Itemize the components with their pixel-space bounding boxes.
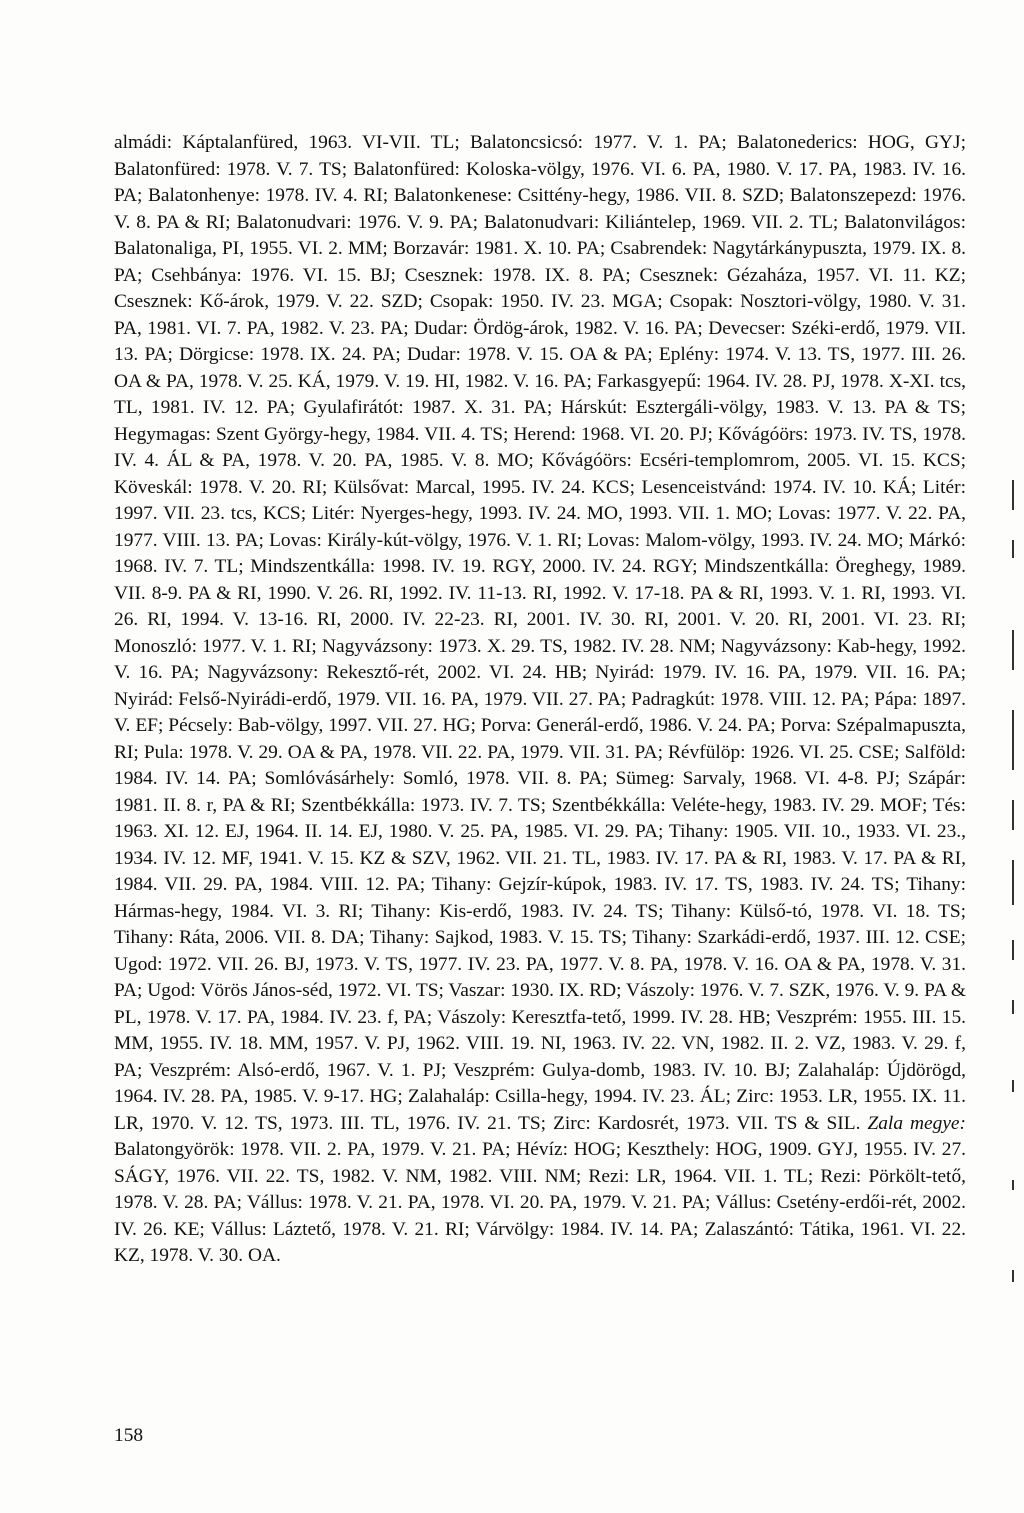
paragraph-text-part1: almádi: Káptalanfüred, 1963. VI-VII. TL; Balatoncsicsó: 1977. V. 1. PA; Balatonederics: HOG, GYJ; Balatonfüred: 1978. V. 7. TS; Balatonfüred: Koloska-völgy, 1976. VI. 6. PA, 1980. V. 17. PA, 1983. IV. 16. PA; Balatonhenye: 1978. IV. 4. RI; Balatonkenese: Csittény-hegy, 1986. VII. 8. SZD; Balatonszepezd: 1976. V. 8. PA & RI; Balatonudvari: 1976. V. 9. PA; Balatonudvari: Kiliántelep, 1969. VII. 2. TL; Balatonvilágos: Balatonaliga, PI, 1955. VI. 2. MM; Borzavár: 1981. X. 10. PA; Csabrendek: Nagytárkánypuszta, 1979. IX. 8. PA; Csehbánya: 1976. VI. 15. BJ; Csesznek: 1978. IX. 8. PA; Csesznek: Gézaháza, 1957. VI. 11. KZ; Csesznek: Kő-árok, 1979. V. 22. SZD; Csopak: 1950. IV. 23. MGA; Csopak: Nosztori-völgy, 1980. V. 31. PA, 1981. VI. 7. PA, 1982. V. 23. PA; Dudar: Ördög-árok, 1982. V. 16. PA; Devecser: Széki-erdő, 1979. VII. 13. PA; Dörgicse: 1978. IX. 24. PA; Dudar: 1978. V. 15. OA & PA; Eplény: 1974. V. 13. TS, 1977. III. 26. OA & PA, 1978. V. 25. KÁ, 1979. V. 19. HI, 1982. V. 16. PA; Farkasgyepű: 1964. IV. 28. PJ, 1978. X-XI. tcs, TL, 1981. IV. 12. PA; Gyulafirátót: 1987. X. 31. PA; Hárskút: Esztergáli-völgy, 1983. V. 13. PA & TS; Hegymagas: Szent György-hegy, 1984. VII. 4. TS; Herend: 1968. VI. 20. PJ; Kővágóörs: 1973. IV. TS, 1978. IV. 4. ÁL & PA, 1978. V. 20. PA, 1985. V. 8. MO; Kővágóörs: Ecséri-templomrom, 2005. VI. 15. KCS; Köveskál: 1978. V. 20. RI; Külsővat: Marcal, 1995. IV. 24. KCS; Lesenceistvánd: 1974. IV. 10. KÁ; Litér: 1997. VII. 23. tcs, KCS; Litér: Nyerges-hegy, 1993. IV. 24. MO, 1993. VII. 1. MO; Lovas: 1977. V. 22. PA, 1977. VIII. 13. PA; Lovas: Király-kút-völgy, 1976. V. 1. RI; Lovas: Malom-völgy, 1993. IV. 24. MO; Márkó: 1968. IV. 7. TL; Mindszentkálla: 1998. IV. 19. RGY, 2000. IV. 24. RGY; Mindszentkálla: Öreghegy, 1989. VII. 8-9. PA & RI, 1990. V. 26. RI, 1992. IV. 11-13. RI, 1992. V. 17-18. PA & RI, 1993. V. 1. RI, 1993. VI. 26. RI, 1994. V. 13-16. RI, 2000. IV. 22-23. RI, 2001. IV. 30. RI, 2001. V. 20. RI, 2001. VI. 23. RI; Monoszló: 1977. V. 1. RI; Nagyvázsony: 1973. X. 29. TS, 1982. IV. 28. NM; Nagyvázsony: Kab-hegy, 1992. V. 16. PA; Nagyvázsony: Rekesztő-rét, 2002. VI. 24. HB; Nyirád: 1979. IV. 16. PA, 1979. VII. 16. PA; Nyirád: Felső-Nyirádi-erdő, 1979. VII. 16. PA, 1979. VII. 27. PA; Padragkút: 1978. VIII. 12. PA; Pápa: 1897. V. EF; Pécsely: Bab-völgy, 1997. VII. 27. HG; Porva: Generál-erdő, 1986. V. 24. PA; Porva: Szépalmapuszta, RI; Pula: 1978. V. 29. OA & PA, 1978. VII. 22. PA, 1979. VII. 31. PA; Révfülöp: 1926. VI. 25. CSE; Salföld: 1984. IV. 14. PA; Somlóvásárhely: Somló, 1978. VII. 8. PA; Sümeg: Sarvaly, 1968. VI. 4-8. PJ; Szápár: 1981. II. 8. r, PA & RI; Szentbékkálla: 1973. IV. 7. TS; Szentbékkálla: Veléte-hegy, 1983. IV. 29. MOF; Tés: 1963. XI. 12. EJ, 1964. II. 14. EJ, 1980. V. 25. PA, 1985. VI. 29. PA; Tihany: 1905. VII. 10., 1933. VI. 23., 1934. IV. 12. MF, 1941. V. 15. KZ & SZV, 1962. VII. 21. TL, 1983. IV. 17. PA & RI, 1983. V. 17. PA & RI, 1984. VII. 29. PA, 1984. VIII. 12. PA; Tihany: Gejzír-kúpok, 1983. IV. 17. TS, 1983. IV. 24. TS; Tihany: Hármas-hegy, 1984. VI. 3. RI; Tihany: Kis-erdő, 1983. IV. 24. TS; Tihany: Külső-tó, 1978. VI. 18. TS; Tihany: Ráta, 2006. VII. 8. DA; Tihany: Sajkod, 1983. V. 15. TS; Tihany: Szarkádi-erdő, 1937. III. 12. CSE; Ugod: 1972. VII. 26. BJ, 1973. V. TS, 1977. IV. 23. PA, 1977. V. 8. PA, 1978. V. 16. OA & PA, 1978. V. 31. PA; Ugod: Vörös János-séd, 1972. VI. TS; Vaszar: 1930. IX. RD; Vászoly: 1976. V. 7. SZK, 1976. V. 9. PA & PL, 1978. V. 17. PA, 1984. IV. 23. f, PA; Vászoly: Keresztfa-tető, 1999. IV. 28. HB; Veszprém: 1955. III. 15. MM, 1955. IV. 18. MM, 1957. V. PJ, 1962. VIII. 19. NI, 1963. IV. 22. VN, 1982. II. 2. VZ, 1983. V. 29. f, PA; Veszprém: Alsó-erdő, 1967. V. 1. PJ; Veszprém: Gulya-domb, 1983. IV. 10. BJ; Zalahaláp: Újdörögd, 1964. IV. 28. PA, 1985. V. 9-17. HG; Zalahaláp: Csilla-hegy, 1994. IV. 23. ÁL; Zirc: 1953. LR, 1955. IX. 11. LR, 1970. V. 12. TS, 1973. III. TL, 1976. IV. 21. TS; Zirc: Kardosrét, 1973. VII. TS & SIL. <box>114 132 966 1134</box>
margin-scan-marks <box>1006 480 1022 1340</box>
page-number: 158 <box>114 1425 144 1446</box>
paragraph-italic-heading: Zala megye: <box>867 1112 966 1134</box>
body-paragraph <box>114 130 966 1270</box>
paragraph-text-part2: Balatongyörök: 1978. VII. 2. PA, 1979. V. 21. PA; Hévíz: HOG; Keszthely: HOG, 1909. GYJ, 1955. IV. 27. SÁGY, 1976. VII. 22. TS, 1982. V. NM, 1982. VIII. NM; Rezi: LR, 1964. VII. 1. TL; Rezi: Pörkölt-tető, 1978. V. 28. PA; Vállus: 1978. V. 21. PA, 1978. VI. 20. PA, 1979. V. 21. PA; Vállus: Csetény-erdői-rét, 2002. IV. 26. KE; Vállus: Láztető, 1978. V. 21. RI; Várvölgy: 1984. IV. 14. PA; Zalaszántó: Tátika, 1961. VI. 22. KZ, 1978. V. 30. OA. <box>114 1139 966 1266</box>
